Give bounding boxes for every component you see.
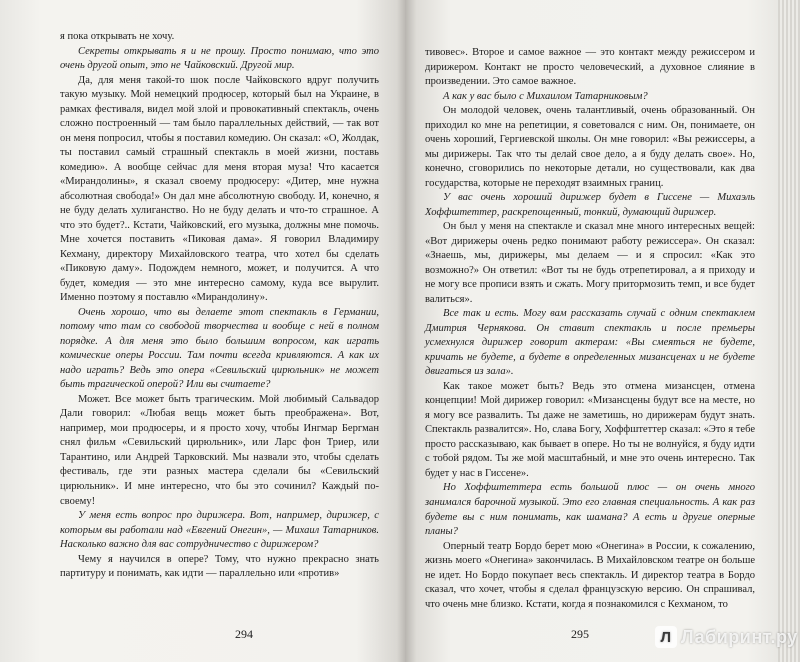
interview-answer: Он был у меня на спектакле и сказал мне много интересных вещей: «Вот дирижеры очень редко понимают работу режиссера». Он сказал: «Знаешь, мы, дирижеры, мы делаем — и я спросил: «Как это возможно?» Он ответил: «Вот ты не будь отрепетировал, а я приходу и не могу все прописи взять и сжать. Могу притормозить темп, и все будет валиться».	[425, 221, 755, 305]
interview-answer: тивовес». Второе и самое важное — это контакт между режиссером и дирижером. Контакт не просто человеческий, а духовное слияние в произведении. Это самое важное.	[425, 47, 755, 88]
interview-question: Но Хоффштеттера есть большой плюс — он очень много занимался барочной музыкой. Это его главная специальность. А как раз будете вы с ним понимать, как шамана? А есть и другие оперные планы?	[425, 482, 755, 538]
interview-answer: Может. Все может быть трагическим. Мой любимый Сальвадор Дали говорил: «Любая вещь может быть преображена». Вот, например, мои продюсеры, и я просто хочу, чтобы Ингмар Бергман снял фильм «Севильский цирюльник», или Ларс фон Триер, или Тарантино, или Андрей Тарковский. Мы назвали это, чтобы сделать фестиваль, где эти разных мастера сделали бы «Севильский цирюльник». И мне интересно, что бы это сочинил? Каждый по-своему!	[60, 393, 379, 507]
interview-question: У меня есть вопрос про дирижера. Вот, например, дирижер, с которым вы работали над «Евгений Онегин», — Михаил Татарников. Насколько важно для вас сотрудничество с дирижером?	[60, 510, 379, 551]
interview-answer: Оперный театр Бордо берет мою «Онегина» в России, к сожалению, жизнь моего «Онегина» закончилась. В Михайловском театре он больше не идет. Но Бордо покупает весь спектакль. И директор театра в Бордо сказал, что хочет, чтобы я сделал французскую версию. Он спрашивал, что очень мне близко. Кстати, когда я познакомился с Кехманом, то	[425, 540, 755, 610]
interview-question: Секреты открывать я и не прошу. Просто понимаю, что это очень другой опыт, это не Чайковский. Другой мир.	[60, 45, 379, 72]
right-page	[405, 0, 785, 662]
interview-question: Все так и есть. Могу вам рассказать случай с одним спектаклем Дмитрия Чернякова. Он ставит спектакль и после премьеры усмехнулся дирижер говорит актерам: «Вы смеяться не будете, кричать не будете, а будете в определенных мизансценах и не будете двигаться из зала».	[425, 308, 755, 378]
interview-answer: Да, для меня такой-то шок после Чайковского вдруг получить такую музыку. Мой немецкий продюсер, который был на Украине, в рамках фестиваля, видел мой злой и провокативный спектакль, очень сложно построенный — там было параллельных действий, — так вот он меня попросил, чтобы я поставил комедию. Он сказал: «О, Жолдак, ты поставил самый страшный спектакль в моей жизни, поставь комедию». А вообще сейчас для меня вторая муза! Что касается «Мирандолины», я сказал своему продюсеру: «Дитер, мне нужна абсолютная свобода!» Он дал мне абсолютную свободу. И, конечно, я не буду делать хулиганство. Но не буду делать и что-то страшное. А что это будет?.. Кстати, Чайковский, его музыка, должны мне помочь. Мне хочется поставить «Пиковая дама». Я говорил Владимиру Кехману, директору Михайловского театра, что хотел бы сделать «Пиковую даму». Подождем немного, может, и получится. А что будет, комедия — это мне интересно самому, куда все вырулит. Именно поэтому я поставлю «Мирандолину».	[60, 74, 379, 304]
interview-question: А как у вас было с Михаилом Татарниковым?	[443, 90, 648, 102]
interview-answer: Он молодой человек, очень талантливый, очень образованный. Он приходил ко мне на репетиции, я советовался с ним. Он, понимаете, он очень хороший, Гергиевской школы. Он мне говорил: «Вы режиссеры, а мы дирижеры. Так что ты делай свое дело, а я буду делать свое». Но, конечно, сговорились по некоторые детали, но существовали, как два государства, которые не переходят взаимных границ.	[425, 105, 755, 189]
interview-answer: Как такое может быть? Ведь это отмена мизансцен, отмена концепции! Мой дирижер говорил: «Мизансцены будут все на месте, но я могу все развалить. Ты даже не заметишь, но дирижерам будут знать. Спектакль развалится». Но, слава Богу, Хоффштеттер сказал: «Это я тебе просто рассказываю, как бывает в опере. Но ты не волнуйся, я буду идти с тобой рядом. Ты же мой масштабный, и мне это очень интересно. Так будет у нас в Гиссене».	[425, 380, 755, 479]
right-page-text	[425, 46, 755, 612]
watermark-text: Лабиринт.ру	[681, 626, 798, 647]
watermark	[655, 626, 798, 648]
interview-answer: я пока открывать не хочу.	[60, 31, 175, 42]
interview-question: Очень хорошо, что вы делаете этот спектакль в Германии, потому что там со свободой творчества и вообще с ней в полном порядке. А для меня это было большим вопросом, как играть комические оперы России. Там почти всегда кривляются. А как их надо играть? Ведь это опера «Севильский цирюльник» не может быть трагической оперой? Или вы считаете?	[60, 306, 379, 391]
interview-question: У вас очень хороший дирижер будет в Гиссене — Михаэль Хоффштеттер, раскрепощенный, тонкий, думающий дирижер.	[425, 192, 755, 218]
interview-answer: Чему я научился в опере? Тому, что нужно прекрасно знать партитуру и понимать, как идти — параллельно или «против»	[60, 553, 379, 580]
page-edges	[778, 0, 800, 662]
page-number-right: 295	[571, 627, 589, 641]
left-page-text	[60, 30, 379, 582]
labirint-logo-icon: Л	[655, 626, 677, 648]
page-number-left: 294	[235, 627, 253, 641]
